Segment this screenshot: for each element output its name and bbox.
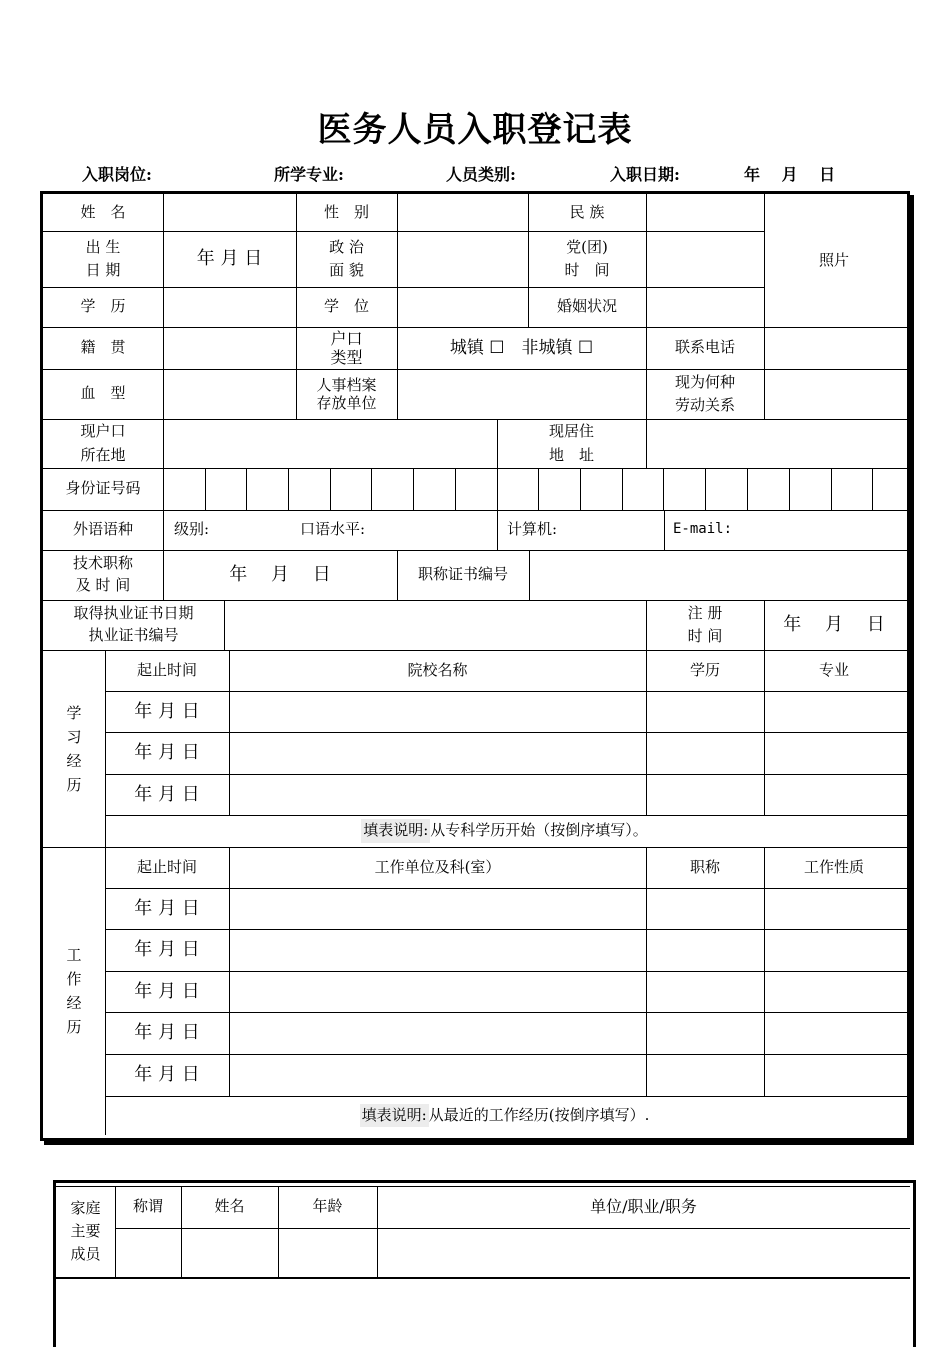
grid-line [529, 550, 530, 600]
tech-title-label: 技术职称 及 时 间 [72, 554, 133, 594]
phone-label: 联系电话 [674, 338, 735, 357]
work-note-text: 从最近的工作经历(按倒序填写）. [428, 1105, 650, 1124]
registration-date[interactable]: 年 月 日 [783, 614, 885, 636]
work-side-label: 工 作 经 历 [66, 946, 82, 1036]
work-col-employer: 工作单位及科(室） [374, 857, 501, 876]
grid-line [663, 468, 664, 510]
study-row-date[interactable]: 年 月 日 [134, 742, 200, 764]
oral-level-label: 口语水平: [300, 520, 366, 539]
registration-time-label: 注 册 时 间 [687, 603, 723, 645]
grid-line [413, 468, 414, 510]
family-col-name: 姓名 [214, 1197, 245, 1216]
grid-line [288, 468, 289, 510]
family-side-label: 家庭 主要 成员 [70, 1198, 101, 1264]
study-row-date[interactable]: 年 月 日 [134, 783, 200, 805]
hukou-type-label: 户口 类型 [330, 328, 363, 367]
study-note [105, 815, 904, 847]
grid-line [43, 419, 907, 420]
grid-line [397, 369, 398, 419]
grid-line [538, 468, 539, 510]
native-place-label: 籍 贯 [80, 338, 126, 357]
residence-label: 现居住 地 址 [548, 422, 594, 464]
study-col-major: 专业 [818, 660, 849, 679]
grid-line [497, 468, 498, 510]
page-title: 医务人员入职登记表 [317, 110, 633, 150]
language-label: 外语语种 [72, 520, 133, 539]
work-col-title: 职称 [689, 857, 720, 876]
grid-line [747, 468, 748, 510]
work-note [105, 1096, 904, 1135]
work-note-label: 填表说明: [360, 1104, 429, 1127]
study-side-label: 学 习 经 历 [66, 703, 82, 794]
study-row-date[interactable]: 年 月 日 [134, 700, 200, 722]
ethnicity-label: 民 族 [569, 202, 605, 221]
grid-line [43, 468, 907, 469]
work-col-nature: 工作性质 [803, 857, 864, 876]
study-note-text: 从专科学历开始（按倒序填写）。 [430, 821, 648, 840]
work-row-date[interactable]: 年 月 日 [134, 939, 200, 961]
grid-line [246, 468, 247, 510]
blood-type-label: 血 型 [80, 384, 126, 403]
grid-line [622, 468, 623, 510]
license-label: 取得执业证书日期 执业证书编号 [73, 604, 194, 644]
grid-line [831, 468, 832, 510]
study-col-school: 院校名称 [407, 660, 468, 679]
major-label: 所学专业: [274, 165, 344, 184]
grid-line [872, 468, 873, 510]
work-col-period: 起止时间 [136, 857, 197, 876]
work-row-date[interactable]: 年 月 日 [134, 897, 200, 919]
name-label: 姓 名 [80, 202, 126, 221]
grid-line [330, 468, 331, 510]
work-row-date[interactable]: 年 月 日 [134, 1022, 200, 1044]
grid-line [705, 468, 706, 510]
grid-line [115, 1228, 910, 1229]
grid-line [371, 468, 372, 510]
degree-label: 学 位 [323, 297, 369, 316]
entry-date-label: 入职日期: [610, 165, 680, 184]
study-col-education: 学历 [689, 660, 720, 679]
category-label: 人员类别: [446, 165, 516, 184]
education-label: 学 历 [80, 297, 126, 316]
cert-number-label: 职称证书编号 [417, 565, 508, 584]
hukou-type-options[interactable]: 城镇 ☐ 非城镇 ☐ [449, 337, 594, 358]
tech-title-date[interactable]: 年 月 日 [229, 564, 331, 586]
study-note-label: 填表说明: [361, 819, 430, 842]
work-row-date[interactable]: 年 月 日 [134, 1064, 200, 1086]
grid-line [646, 419, 647, 468]
grid-line [224, 600, 225, 650]
hukou-location-label: 现户口 所在地 [80, 422, 126, 464]
family-col-age: 年龄 [312, 1197, 343, 1216]
study-col-period: 起止时间 [136, 660, 197, 679]
grid-line [43, 369, 907, 370]
party-time-label: 党(团) 时 间 [564, 237, 610, 279]
birth-date-value[interactable]: 年 月 日 [196, 248, 263, 270]
photo-placeholder[interactable]: 照片 [818, 250, 849, 269]
archive-label: 人事档案 存放单位 [316, 376, 377, 412]
grid-line [646, 194, 647, 327]
grid-line [455, 468, 456, 510]
political-label: 政 治 面 貌 [329, 237, 364, 279]
labor-relation-label: 现为何种 劳动关系 [674, 372, 735, 414]
work-row-date[interactable]: 年 月 日 [134, 980, 200, 1002]
id-number-label: 身份证号码 [65, 479, 141, 498]
entry-date-value: 年 月 日 [744, 165, 836, 184]
marital-label: 婚姻状况 [556, 297, 617, 316]
position-label: 入职岗位: [82, 165, 152, 184]
language-level-label: 级别: [174, 520, 210, 539]
email-label: E-mail: [673, 521, 733, 538]
family-col-employer: 单位/职业/职务 [590, 1196, 697, 1216]
grid-line [580, 468, 581, 510]
family-col-relation: 称谓 [132, 1197, 163, 1216]
gender-label: 性 别 [323, 202, 369, 221]
grid-line [56, 1277, 910, 1279]
computer-label: 计算机: [507, 520, 558, 539]
grid-line [789, 468, 790, 510]
birth-date-label: 出 生 日 期 [85, 237, 121, 279]
grid-line [205, 468, 206, 510]
